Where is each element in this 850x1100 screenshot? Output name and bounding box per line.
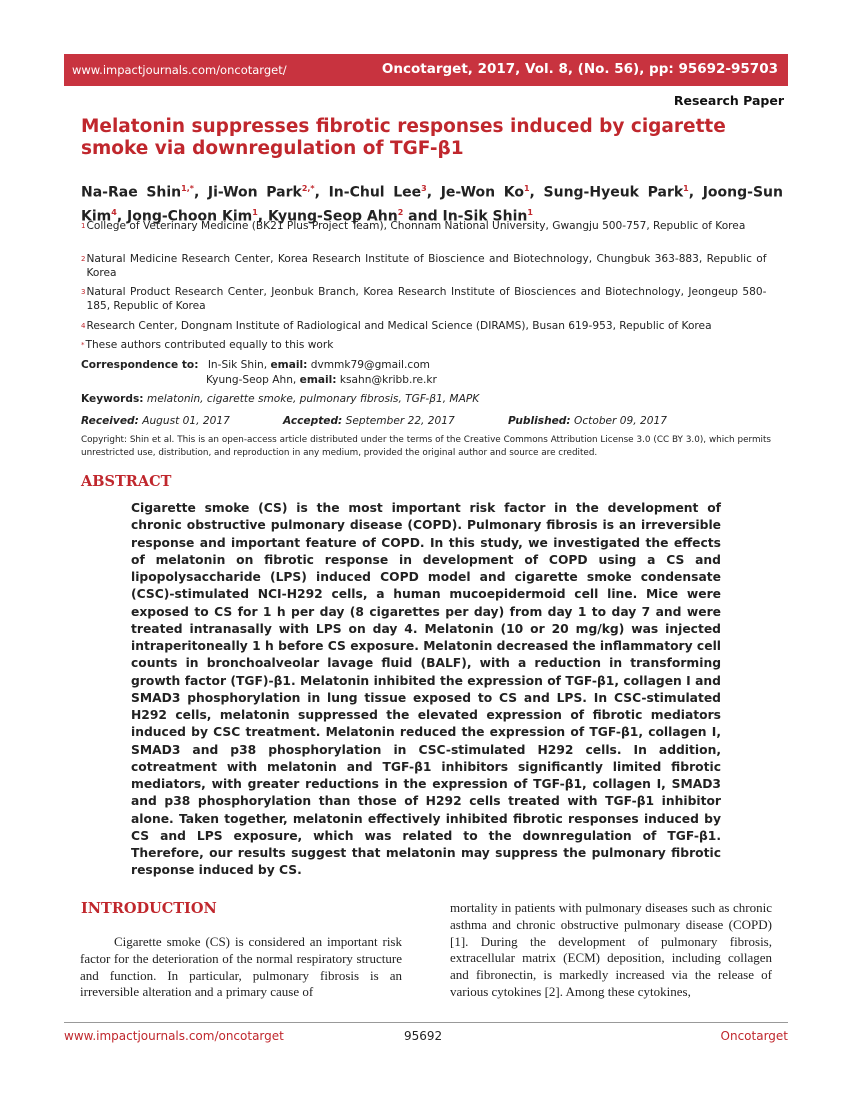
author: Je-Won Ko: [440, 184, 524, 201]
affiliation: $^4$Research Center, Dongnam Institute of Radiological and Medical Science (DIRAMS), Busan 619-953, Republic of Korea: [81, 320, 712, 332]
author-affiliation-sup: 1,*: [181, 184, 194, 193]
affiliation: $^1$College of Veterinary Medicine (BK21 Plus Project Team), Chonnam National University, Gwangju 500-757, Republic of Korea: [81, 220, 746, 232]
page-number: 95692: [404, 1029, 443, 1043]
abstract-heading: ABSTRACT: [81, 473, 172, 490]
intro-column-2: mortality in patients with pulmonary diseases such as chronic asthma and chronic obstructive pulmonary disease (COPD) [1]. During the development of pulmonary fibrosis, extracellular matrix (ECM) deposition, including collagen and fibronectin, is markedly increased via the release of various cytokines [2]. Among these cytokines,: [450, 900, 772, 999]
author-affiliation-sup: 4: [111, 207, 117, 217]
author-affiliation-sup: 2: [397, 207, 404, 217]
author-affiliation-sup: 1: [252, 207, 258, 217]
email-1[interactable]: dvmmk79@gmail.com: [310, 359, 430, 371]
email-2[interactable]: ksahn@kribb.re.kr: [339, 374, 437, 386]
affiliation: *These authors contributed equally to this work: [81, 339, 334, 351]
author: In-Chul Lee: [328, 184, 422, 201]
copyright: Copyright: Shin et al. This is an open-access article distributed under the terms of the Creative Commons Attribution License 3.0 (CC BY 3.0), which permits unrestricted use, distribution, and reproduction in any medium, provided the original author and source are credited.: [81, 435, 771, 458]
author: Kyung-Seop Ahn: [268, 208, 398, 225]
author: In-Sik Shin: [442, 208, 528, 225]
author: Ji-Won Park: [207, 184, 302, 201]
footer-url-link[interactable]: www.impactjournals.com/oncotarget: [64, 1029, 284, 1043]
author-affiliation-sup: 1: [527, 207, 533, 217]
author-affiliation-sup: 1: [523, 184, 530, 193]
citation: Oncotarget, 2017, Vol. 8, (No. 56), pp: 95692-95703: [381, 61, 778, 77]
introduction-heading: INTRODUCTION: [81, 900, 217, 917]
footer-journal: Oncotarget: [720, 1029, 788, 1043]
paper-page: www.impactjournals.com/oncotarget/ Oncotarget, 2017, Vol. 8, (No. 56), pp: 95692-95703 Research Paper Melatonin suppresses fibrotic responses induced by cigarette smoke via downregulation of TGF-β1 Na-Rae Shin$^{1,*}$, Ji-Won Park$^{2,*}$, In-Chul Lee$^3$, Je-Won Ko$^1$, Sung-Hyeuk Park$^1$, Joong-Sun Kim$^4$, Jong-Choon Kim$^1$, Kyung-Seop Ahn$^2$ and In-Sik Shin$^1$ $^1$College of Veterinary Medicine (BK21 Plus Project Team), Chonnam National University, Gwangju 500-757, Republic of Korea $^2$Natural Medicine Research Center, Korea Research Institute of Bioscience and Biotechnology, Chungbuk 363-883, Republic of Korea $^3$Natural Product Research Center, Jeonbuk Branch, Korea Research Institute of Biosciences and Biotechnology, Jeongeup 580-185, Republic of Korea $^4$Research Center, Dongnam Institute of Radiological and Medical Science (DIRAMS), Busan 619-953, Republic of Korea *These authors contributed equally to this work Correspondence to: In-Sik Shin, email: dvmmk79@gmail.com Kyung-Seop Ahn, email: ksahn@kribb.re.kr Keywords: melatonin, cigarette smoke, pulmonary fibrosis, TGF-β1, MAPK Received: August 01, 2017 Accepted: September 22, 2017 Published: October 09, 2017 Copyright: Shin et al. This is an open-access article distributed under the terms of the Creative Commons Attribution License 3.0 (CC BY 3.0), which permits unrestricted use, distribution, and reproduction in any medium, provided the original author and source are credited. ABSTRACT Cigarette smoke (CS) is the most important risk factor in the development of chronic obstructive pulmonary disease (COPD). Pulmonary fibrosis is an irreversible response and important feature of COPD. In this study, we investigated the effects of melatonin on fibrotic response in development of COPD using a CS and lipopolysaccharide (LPS) induced COPD model and cigarette smoke condensate (CSC)-stimulated NCI-H292 cells, a human mucoepidermoid cell line. Mice were exposed to CS for 1 h per day (8 cigarettes per day) from day 1 to day 7 and were treated intranasally with LPS on day 4. Melatonin (10 or 20 mg/kg) was injected intraperitoneally 1 h before CS exposure. Melatonin decreased the inflammatory cell counts in bronchoalveolar lavage fluid (BALF), with a reduction in transforming growth factor (TGF)-β1. Melatonin inhibited the expression of TGF-β1, collagen I and SMAD3 phosphorylation in lung tissue exposed to CS and LPS. In CSC-stimulated H292 cells, melatonin suppressed the elevated expression of fibrotic mediators induced by CSC treatment. Melatonin reduced the expression of TGF-β1, collagen I, SMAD3 and p38 phosphorylation in CSC-stimulated H292 cells. In addition, cotreatment with melatonin and TGF-β1 inhibitors significantly limited fibrotic mediators, with greater reductions in the expression of TGF-β1, collagen I, SMAD3 and p38 phosphorylation than those of H292 cells treated with TGF-β1 inhibitor alone. Taken together, melatonin effectively inhibited fibrotic responses induced by CS and LPS exposure, which was related to the downregulation of TGF-β1. Therefore, our results suggest that melatonin may suppress the pulmonary fibrotic response induced by CS. INTRODUCTION Cigarette smoke (CS) is considered an important risk factor for the deterioration of the normal respiratory structure and function. In particular, pulmonary fibrosis is an irreversible alteration and a primary cause of mortality in patients with pulmonary diseases such as chronic asthma and chronic obstructive pulmonary disease (COPD) [1]. During the development of pulmonary fibrosis, extracellular matrix (ECM) deposition, including collagen and fibronectin, is markedly increased via the release of various cytokines [2]. Among these cytokines, www.impactjournals.com/oncotarget 95692 Oncotarget: [0, 0, 850, 1100]
paper-title: Melatonin suppresses fibrotic responses induced by cigarette smoke via downregulation of TGF-β1: [81, 116, 726, 159]
author: Jong-Choon Kim: [127, 208, 253, 225]
intro-column-1: Cigarette smoke (CS) is considered an important risk factor for the deterioration of the normal respiratory structure and function. In particular, pulmonary fibrosis is an irreversible alteration and a primary cause of: [80, 934, 402, 1000]
abstract-text: Cigarette smoke (CS) is the most important risk factor in the development of chronic obstructive pulmonary disease (COPD). Pulmonary fibrosis is an irreversible response and important feature of COPD. In this study, we investigated the effects of melatonin on fibrotic response in development of COPD using a CS and lipopolysaccharide (LPS) induced COPD model and cigarette smoke condensate (CSC)-stimulated NCI-H292 cells, a human mucoepidermoid cell line. Mice were exposed to CS for 1 h per day (8 cigarettes per day) from day 1 to day 7 and were treated intranasally with LPS on day 4. Melatonin (10 or 20 mg/kg) was injected intraperitoneally 1 h before CS exposure. Melatonin decreased the inflammatory cell counts in bronchoalveolar lavage fluid (BALF), with a reduction in transforming growth factor (TGF)-β1. Melatonin inhibited the expression of TGF-β1, collagen I and SMAD3 phosphorylation in lung tissue exposed to CS and LPS. In CSC-stimulated H292 cells, melatonin suppressed the elevated expression of fibrotic mediators induced by CSC treatment. Melatonin reduced the expression of TGF-β1, collagen I, SMAD3 and p38 phosphorylation in CSC-stimulated H292 cells. In addition, cotreatment with melatonin and TGF-β1 inhibitors significantly limited fibrotic mediators, with greater reductions in the expression of TGF-β1, collagen I, SMAD3 and p38 phosphorylation than those of H292 cells treated with TGF-β1 inhibitor alone. Taken together, melatonin effectively inhibited fibrotic responses induced by CS and LPS exposure, which was related to the downregulation of TGF-β1. Therefore, our results suggest that melatonin may suppress the pulmonary fibrotic response induced by CS.: [131, 501, 721, 878]
author-affiliation-sup: 1: [683, 184, 689, 193]
page-footer: [64, 1022, 788, 1043]
journal-header-bar: [64, 54, 788, 86]
correspondence: Correspondence to: In-Sik Shin, email: dvmmk79@gmail.com Kyung-Seop Ahn, email: ksahn@kribb.re.kr: [81, 359, 437, 386]
author-affiliation-sup: 2,*: [301, 184, 315, 193]
affiliation: $^3$Natural Product Research Center, Jeonbuk Branch, Korea Research Institute of Biosciences and Biotechnology, Jeongeup 580-185, Republic of Korea: [81, 286, 767, 312]
affiliation: $^2$Natural Medicine Research Center, Korea Research Institute of Bioscience and Biotechnology, Chungbuk 363-883, Republic of Korea: [81, 253, 767, 279]
author: Joong-Sun Kim: [81, 184, 783, 225]
author: Na-Rae Shin: [81, 184, 182, 201]
author-affiliation-sup: 3: [421, 184, 427, 193]
keywords: Keywords: melatonin, cigarette smoke, pulmonary fibrosis, TGF-β1, MAPK: [81, 393, 480, 405]
journal-url-link[interactable]: www.impactjournals.com/oncotarget/: [72, 63, 287, 77]
author: Sung-Hyeuk Park: [543, 184, 684, 201]
author-list: Na-Rae Shin$^{1,*}$, Ji-Won Park$^{2,*}$, In-Chul Lee$^3$, Je-Won Ko$^1$, Sung-Hyeuk Park$^1$, Joong-Sun Kim$^4$, Jong-Choon Kim$^1$, Kyung-Seop Ahn$^2$ and In-Sik Shin$^1$: [81, 184, 783, 225]
article-type: Research Paper: [673, 93, 784, 108]
